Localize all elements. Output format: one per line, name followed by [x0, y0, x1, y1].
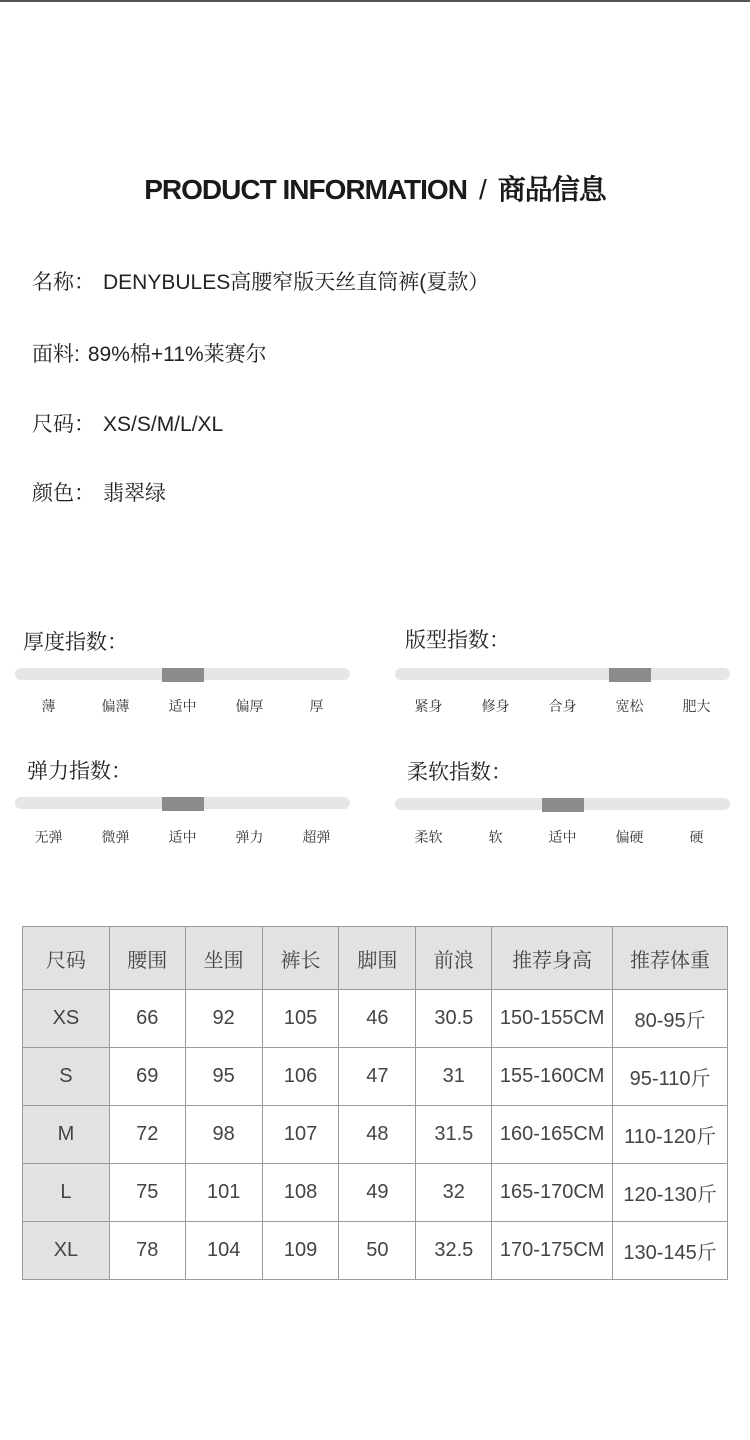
info-name-row — [32, 266, 489, 296]
table-cell: 72 — [109, 1106, 185, 1164]
index-ticks — [15, 827, 350, 847]
index-tick: 宽松 — [615, 698, 644, 714]
table-cell: 69 — [109, 1048, 185, 1106]
table-cell: 98 — [185, 1106, 262, 1164]
table-cell: S — [23, 1048, 110, 1106]
index-tick: 偏薄 — [101, 698, 130, 714]
table-cell: XL — [23, 1222, 110, 1280]
info-value: DENYBULES高腰窄版天丝直筒裤(夏款） — [103, 271, 490, 294]
table-header: 腰围 — [109, 927, 185, 990]
table-cell: 110-120斤 — [613, 1106, 728, 1164]
index-tick: 微弹 — [101, 829, 130, 845]
table-cell: 92 — [185, 990, 262, 1048]
index-tick: 偏硬 — [615, 829, 644, 845]
table-cell: 75 — [109, 1164, 185, 1222]
index-tick: 偏厚 — [235, 698, 264, 714]
index-ticks — [395, 827, 730, 847]
table-cell: 120-130斤 — [613, 1164, 728, 1222]
index-tick: 修身 — [481, 698, 510, 714]
page-title — [0, 168, 750, 208]
index-title: 弹力指数： — [27, 760, 132, 783]
info-fabric-row — [32, 338, 267, 368]
fit-index — [395, 624, 730, 714]
top-divider — [0, 0, 750, 2]
table-header-row — [23, 927, 728, 990]
table-row — [23, 1106, 728, 1164]
table-header: 前浪 — [416, 927, 492, 990]
table-cell: M — [23, 1106, 110, 1164]
info-value: XS/S/M/L/XL — [103, 413, 224, 436]
index-tick: 适中 — [548, 829, 577, 845]
info-label: 面料: — [32, 343, 80, 366]
index-tick: 硬 — [689, 829, 704, 845]
index-tick: 软 — [488, 829, 503, 845]
table-row — [23, 1222, 728, 1280]
table-header: 裤长 — [262, 927, 339, 990]
table-cell: 46 — [339, 990, 416, 1048]
table-cell: 104 — [185, 1222, 262, 1280]
title-cn: 商品信息 — [497, 174, 606, 205]
index-ticks — [395, 696, 730, 716]
table-header: 推荐体重 — [613, 927, 728, 990]
table-cell: 101 — [185, 1164, 262, 1222]
info-value: 翡翠绿 — [103, 482, 166, 505]
table-cell: 108 — [262, 1164, 339, 1222]
softness-index — [395, 756, 730, 845]
index-tick: 适中 — [168, 829, 197, 845]
table-cell: 105 — [262, 990, 339, 1048]
index-marker — [609, 668, 651, 682]
table-cell: 31.5 — [416, 1106, 492, 1164]
info-label: 尺码： — [32, 413, 95, 436]
index-title: 版型指数： — [405, 629, 510, 652]
info-label: 名称： — [32, 271, 95, 294]
table-cell: 95 — [185, 1048, 262, 1106]
table-cell: 78 — [109, 1222, 185, 1280]
info-label: 颜色： — [32, 482, 95, 505]
table-cell: L — [23, 1164, 110, 1222]
table-cell: 170-175CM — [492, 1222, 613, 1280]
title-en: PRODUCT INFORMATION — [144, 174, 467, 205]
index-tick: 柔软 — [414, 829, 443, 845]
index-tick: 适中 — [168, 698, 197, 714]
size-table — [22, 926, 728, 1280]
table-cell: 32 — [416, 1164, 492, 1222]
table-cell: XS — [23, 990, 110, 1048]
index-title: 柔软指数： — [407, 761, 512, 784]
table-header: 坐围 — [185, 927, 262, 990]
info-value: 89%棉+11%莱赛尔 — [87, 343, 267, 366]
table-row — [23, 1164, 728, 1222]
index-marker — [162, 797, 204, 811]
table-cell: 155-160CM — [492, 1048, 613, 1106]
index-track — [395, 668, 730, 680]
table-cell: 160-165CM — [492, 1106, 613, 1164]
table-cell: 130-145斤 — [613, 1222, 728, 1280]
table-cell: 30.5 — [416, 990, 492, 1048]
table-cell: 150-155CM — [492, 990, 613, 1048]
table-cell: 48 — [339, 1106, 416, 1164]
table-cell: 95-110斤 — [613, 1048, 728, 1106]
index-tick: 合身 — [548, 698, 577, 714]
index-title: 厚度指数： — [23, 631, 128, 654]
index-tick: 紧身 — [414, 698, 443, 714]
table-row — [23, 990, 728, 1048]
index-tick: 无弹 — [34, 829, 63, 845]
index-tick: 厚 — [309, 698, 324, 714]
index-ticks — [15, 696, 350, 716]
table-cell: 49 — [339, 1164, 416, 1222]
table-cell: 80-95斤 — [613, 990, 728, 1048]
table-cell: 109 — [262, 1222, 339, 1280]
index-tick: 弹力 — [235, 829, 264, 845]
table-cell: 106 — [262, 1048, 339, 1106]
table-cell: 32.5 — [416, 1222, 492, 1280]
index-tick: 超弹 — [302, 829, 331, 845]
table-cell: 165-170CM — [492, 1164, 613, 1222]
index-marker — [542, 798, 584, 812]
table-header: 推荐身高 — [492, 927, 613, 990]
index-tick: 肥大 — [682, 698, 711, 714]
table-cell: 50 — [339, 1222, 416, 1280]
table-cell: 107 — [262, 1106, 339, 1164]
thickness-index — [15, 626, 350, 714]
table-cell: 47 — [339, 1048, 416, 1106]
table-header: 脚围 — [339, 927, 416, 990]
table-header: 尺码 — [23, 927, 110, 990]
info-size-row — [32, 408, 223, 438]
index-tick: 薄 — [41, 698, 56, 714]
elasticity-index — [15, 755, 350, 845]
table-cell: 31 — [416, 1048, 492, 1106]
info-color-row — [32, 477, 166, 507]
table-row — [23, 1048, 728, 1106]
index-marker — [162, 668, 204, 682]
table-cell: 66 — [109, 990, 185, 1048]
title-separator: / — [478, 174, 486, 205]
